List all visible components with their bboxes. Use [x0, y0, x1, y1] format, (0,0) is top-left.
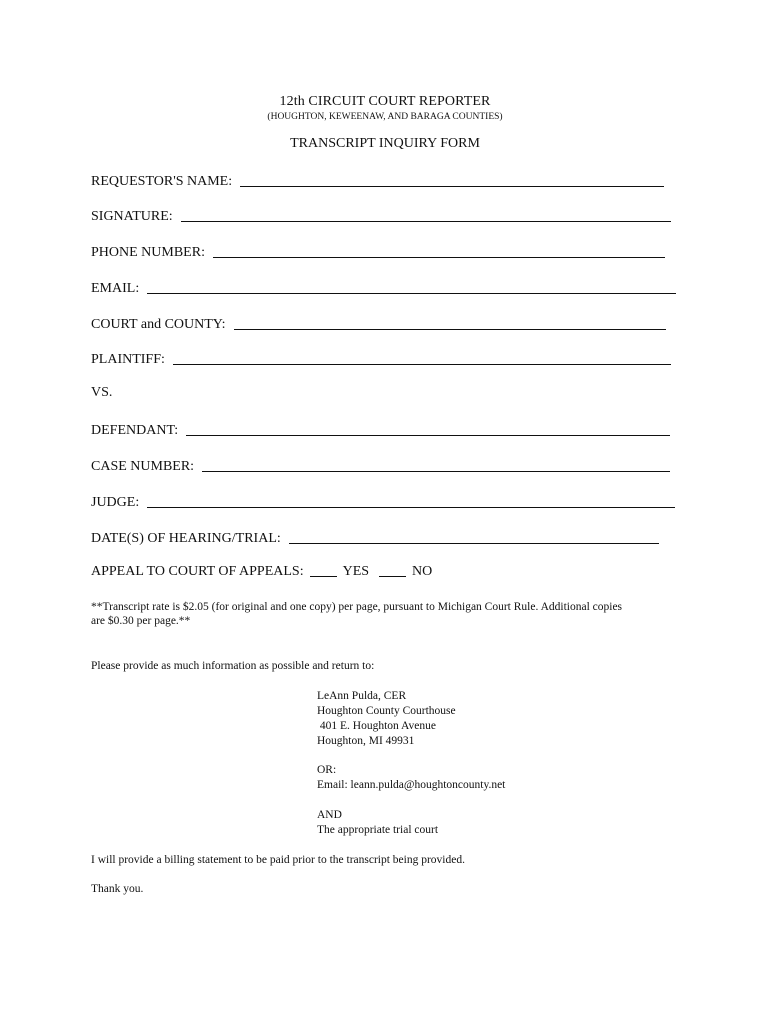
plaintiff-input-line[interactable]	[173, 352, 671, 365]
email-input-line[interactable]	[147, 281, 676, 294]
appeal-question	[91, 564, 432, 580]
trial-court-option	[317, 808, 438, 838]
document-subtitle: (HOUGHTON, KEWEENAW, AND BARAGA COUNTIES)	[267, 112, 503, 122]
appeal-no-label: NO	[412, 564, 433, 579]
email-label: EMAIL:	[91, 281, 140, 296]
signature-field	[91, 207, 671, 225]
case-number-input-line[interactable]	[202, 459, 670, 472]
court-county-input-line[interactable]	[234, 317, 666, 330]
phone-number-input-line[interactable]	[213, 245, 665, 258]
phone-number-field	[91, 243, 665, 261]
judge-label: JUDGE:	[91, 495, 140, 510]
trial-court-text: The appropriate trial court	[317, 824, 439, 836]
defendant-input-line[interactable]	[186, 423, 670, 436]
address-name: LeAnn Pulda, CER	[317, 690, 407, 702]
email-option	[317, 763, 505, 793]
address-building: Houghton County Courthouse	[317, 705, 456, 717]
hearing-dates-field	[91, 529, 659, 547]
court-county-label: COURT and COUNTY:	[91, 317, 226, 332]
transcript-rate-note	[91, 600, 691, 628]
requestor-name-label: REQUESTOR'S NAME:	[91, 174, 233, 189]
court-county-field	[91, 315, 666, 333]
requestor-name-field	[91, 172, 664, 190]
plaintiff-label: PLAINTIFF:	[91, 352, 165, 367]
phone-number-label: PHONE NUMBER:	[91, 245, 205, 260]
mailing-address	[317, 689, 456, 749]
address-street: 401 E. Houghton Avenue	[317, 720, 436, 732]
appeal-yes-blank[interactable]	[310, 564, 337, 577]
billing-statement: I will provide a billing statement to be paid prior to the transcript being provided.	[91, 854, 465, 866]
email-field	[91, 279, 676, 297]
hearing-dates-label: DATE(S) OF HEARING/TRIAL:	[91, 531, 281, 546]
defendant-label: DEFENDANT:	[91, 423, 179, 438]
defendant-field	[91, 421, 670, 439]
and-label: AND	[317, 809, 342, 821]
case-number-field	[91, 457, 670, 475]
document-title: 12th CIRCUIT COURT REPORTER	[279, 94, 491, 109]
rate-note-line-1: **Transcript rate is $2.05 (for original and one copy) per page, pursuant to Michigan Court Rule. Additional copies	[91, 601, 623, 613]
case-number-label: CASE NUMBER:	[91, 459, 195, 474]
appeal-no-blank[interactable]	[379, 564, 406, 577]
contact-email[interactable]: Email: leann.pulda@houghtoncounty.net	[317, 779, 506, 791]
appeal-yes-label: YES	[342, 564, 370, 579]
address-city: Houghton, MI 49931	[317, 735, 415, 747]
closing-text: Thank you.	[91, 883, 144, 895]
signature-input-line[interactable]	[181, 209, 671, 222]
versus-label: VS.	[91, 385, 113, 400]
plaintiff-field	[91, 350, 671, 368]
rate-note-line-2: are $0.30 per page.**	[91, 615, 191, 627]
form-title: TRANSCRIPT INQUIRY FORM	[290, 136, 480, 151]
signature-label: SIGNATURE:	[91, 209, 173, 224]
appeal-label: APPEAL TO COURT OF APPEALS:	[91, 564, 304, 579]
or-label: OR:	[317, 764, 337, 776]
return-instructions: Please provide as much information as possible and return to:	[91, 660, 375, 672]
requestor-name-input-line[interactable]	[240, 174, 664, 187]
judge-input-line[interactable]	[147, 495, 675, 508]
judge-field	[91, 493, 675, 511]
hearing-dates-input-line[interactable]	[289, 531, 659, 544]
